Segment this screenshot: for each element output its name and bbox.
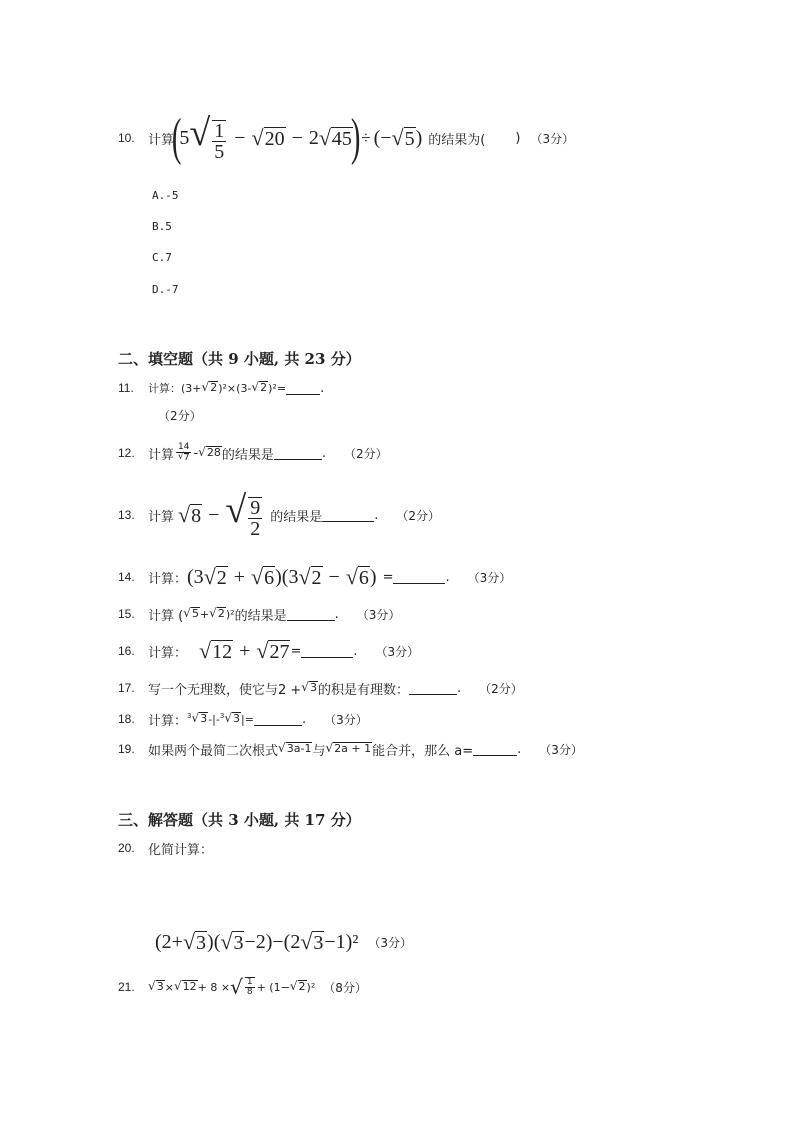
- answer-blank[interactable]: [287, 608, 335, 621]
- answer-blank[interactable]: [322, 509, 374, 522]
- fraction: 14 √ 7: [178, 442, 190, 463]
- question-20: 20. 化简计算：: [118, 841, 214, 858]
- question-20-expression: (2+ √ 3 )( √ 3 −2)−(2 √ 3 −1)² （3分）: [155, 928, 412, 954]
- score: （3分）: [530, 131, 575, 146]
- sqrt-fraction: √ $\frac{1}{8}$: [230, 975, 253, 999]
- sqrt-45: √ 45: [318, 124, 352, 150]
- cube-root: 3 √ 3: [219, 711, 241, 726]
- question-14: 14. 计算： (3 √ 2 + √ 6 )(3 √ 2 − √ 6 ) = . （3分）: [118, 563, 512, 589]
- math-expression: (3 √ 2 + √ 6 )(3 √ 2 − √ 6 ): [187, 563, 377, 589]
- section-title-fill-in: 二、填空题（共 9 小题, 共 23 分）: [118, 350, 361, 368]
- sqrt-2: √ 2: [201, 380, 218, 395]
- option-c[interactable]: C.7: [152, 251, 172, 264]
- option-a[interactable]: A.-5: [152, 189, 179, 202]
- section-title-solve: 三、解答题（共 3 小题, 共 17 分）: [118, 811, 361, 829]
- sqrt-28: √ 28: [198, 445, 221, 460]
- math-expression: (2+ √ 3 )( √ 3 −2)−(2 √ 3 −1)²: [155, 928, 359, 954]
- question-11-score: （2分）: [158, 409, 202, 423]
- question-11: 11. 计算：(3+ √ 2 )²×(3- √ 2 )²= .: [118, 380, 325, 396]
- right-paren: ): [350, 109, 361, 166]
- math-expression: √ 8 − √ $\frac{9}{2}$: [178, 489, 261, 540]
- option-d[interactable]: D.-7: [152, 283, 179, 296]
- answer-blank[interactable]: [393, 571, 445, 584]
- answer-blank[interactable]: [254, 713, 302, 726]
- answer-blank[interactable]: [274, 447, 322, 460]
- question-10: [118, 108, 574, 168]
- close-paren: ): [515, 130, 521, 146]
- sqrt-20: √ 20: [251, 124, 285, 150]
- answer-blank[interactable]: [286, 382, 320, 395]
- question-suffix: 的结果为(: [428, 132, 486, 148]
- question-17: 17. 写一个无理数，使它与2 + √ 3 的积是有理数： . （2分）: [118, 680, 523, 698]
- question-15: 15. 计算 ( √ 5 + √ 2 )² 的结果是 . （3分）: [118, 606, 401, 624]
- division-sign: ÷: [361, 128, 371, 147]
- cube-root: 3 √ 3: [187, 711, 208, 726]
- question-number: 10.: [118, 131, 135, 145]
- left-paren: (: [171, 109, 182, 166]
- question-prefix: 计算: [148, 132, 175, 148]
- question-18: 18. 计算： 3 √ 3 -|- 3 √ 3 |= . （3分）: [118, 711, 368, 729]
- question-16: 16. 计算： √ 12 + √ 27 = . （3分）: [118, 637, 420, 663]
- question-21: 21. √ 3 × √ 12 + 8 × √ $\frac{1}{8}$ + (1− √ 2 )² （8分）: [118, 975, 367, 999]
- negative-sqrt: (− √ 5 ): [373, 124, 423, 150]
- answer-blank[interactable]: [473, 743, 517, 756]
- math-expression: 5 √ $\frac{1}{5}$ − √ 20 − 2 √ 45: [179, 112, 352, 163]
- answer-blank[interactable]: [301, 645, 353, 658]
- sqrt-fraction: √ $\frac{1}{5}$: [189, 112, 225, 163]
- question-13: 13. 计算 √ 8 − √ $\frac{9}{2}$ 的结果是 . （2分）: [118, 489, 441, 540]
- option-b[interactable]: B.5: [152, 220, 172, 233]
- sqrt-2: √ 2: [251, 380, 268, 395]
- question-12: 12. 计算 14 √ 7 - √ 28 的结果是 . （2分）: [118, 442, 388, 463]
- math-expression: √ 12 + √ 27: [199, 637, 290, 663]
- answer-blank[interactable]: [409, 682, 457, 695]
- question-19: 19. 如果两个最简二次根式 √ 3a-1 与 √ 2a + 1 能合并，那么 a= . （3分）: [118, 741, 583, 759]
